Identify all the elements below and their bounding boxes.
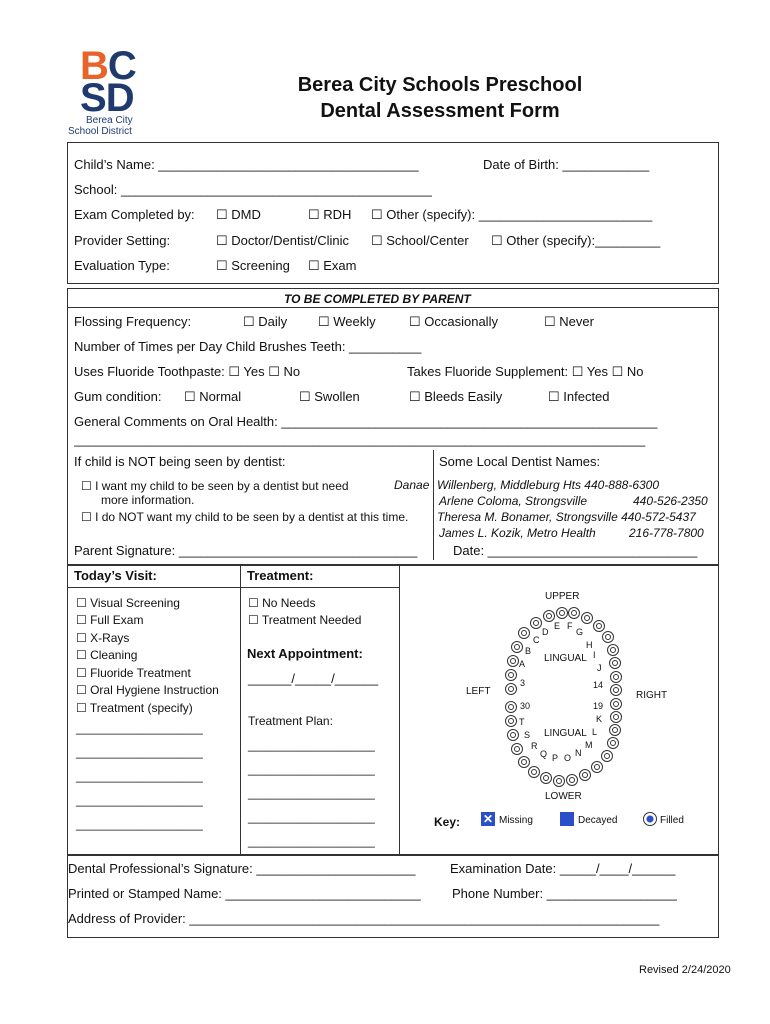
parent-column-divider — [433, 450, 434, 560]
tooth-number-14: 14 — [593, 680, 604, 690]
gum-bleeds-checkbox[interactable]: ☐ Bleeds Easily — [409, 389, 503, 404]
tooth-icon[interactable] — [579, 769, 591, 781]
parent-heading-divider — [67, 307, 718, 308]
page-title: Berea City Schools Preschool — [297, 74, 583, 96]
tooth-icon[interactable] — [610, 711, 622, 723]
visit-item[interactable]: ☐ Full Exam — [76, 613, 144, 627]
tooth-icon[interactable] — [601, 750, 613, 762]
gum-swollen-checkbox[interactable]: ☐ Swollen — [299, 389, 360, 404]
tooth-icon[interactable] — [609, 724, 621, 736]
tooth-icon[interactable] — [511, 743, 523, 755]
phone-number-field[interactable]: Phone Number: __________________ — [452, 886, 677, 901]
lower-label: LOWER — [545, 791, 582, 802]
tooth-letter: F — [567, 621, 573, 631]
visit-item[interactable]: ☐ Oral Hygiene Instruction — [76, 683, 219, 697]
next-appointment-date[interactable]: ______/_____/______ — [248, 671, 379, 686]
plan-blank-line[interactable]: ___________________ — [248, 786, 375, 800]
dentist-3: Theresa M. Bonamer, Strongsville 440-572-5437 — [437, 510, 696, 524]
tooth-icon[interactable] — [607, 737, 619, 749]
eval-screening-checkbox[interactable]: ☐ Screening — [216, 258, 290, 273]
plan-blank-line[interactable]: ___________________ — [248, 810, 375, 824]
exam-rdh-checkbox[interactable]: ☐ RDH — [308, 207, 352, 222]
tooth-number-3: 3 — [520, 678, 526, 688]
provider-setting-label: Provider Setting: — [74, 233, 171, 248]
tooth-letter: A — [519, 659, 526, 669]
provider-address-field[interactable]: Address of Provider: _________________________________________________________________ — [68, 911, 660, 926]
visit-heading-line — [67, 587, 400, 588]
plan-blank-line[interactable]: ___________________ — [248, 762, 375, 776]
page-subtitle: Dental Assessment Form — [320, 100, 560, 122]
tooth-icon[interactable] — [607, 644, 619, 656]
logo-letter-s: S — [80, 76, 106, 120]
tooth-icon[interactable] — [507, 729, 519, 741]
gum-condition-label: Gum condition: — [74, 389, 162, 404]
tooth-icon[interactable] — [505, 669, 517, 681]
tooth-letter: I — [593, 650, 596, 660]
tooth-letter: O — [564, 753, 572, 763]
school-field[interactable]: School: ___________________________________________ — [74, 182, 432, 197]
visit-heading: Today’s Visit: — [74, 568, 157, 583]
visit-item[interactable]: ☐ Cleaning — [76, 648, 138, 662]
key-filled-label: Filled — [660, 815, 684, 826]
floss-daily-checkbox[interactable]: ☐ Daily — [243, 314, 288, 329]
tooth-icon[interactable] — [505, 683, 517, 695]
tooth-icon[interactable] — [593, 620, 605, 632]
logo-subtitle-1: Berea City — [86, 115, 133, 126]
next-appointment-heading: Next Appointment: — [247, 646, 363, 661]
printed-name-field[interactable]: Printed or Stamped Name: ___________________________ — [68, 886, 421, 901]
tooth-letter: P — [552, 753, 559, 763]
tooth-letter: M — [585, 740, 593, 750]
provider-other-checkbox[interactable]: ☐ Other (specify):_________ — [491, 233, 661, 248]
parent-date-field[interactable]: Date: _____________________________ — [453, 543, 698, 558]
tooth-icon[interactable] — [610, 698, 622, 710]
tooth-icon[interactable] — [505, 701, 517, 713]
treatment-no-needs-checkbox[interactable]: ☐ No Needs — [248, 596, 316, 610]
tooth-icon[interactable] — [602, 631, 614, 643]
key-missing-label: Missing — [499, 815, 533, 826]
decayed-icon — [560, 812, 574, 826]
parent-section-heading: TO BE COMPLETED BY PARENT — [284, 292, 471, 306]
visit-blank-line[interactable]: ___________________ — [76, 721, 203, 735]
want-dentist-continued: more information. — [101, 493, 195, 507]
dentist-1: Willenberg, Middleburg Hts 440-888-6300 — [437, 478, 660, 492]
tooth-letter: H — [586, 640, 593, 650]
filled-icon — [643, 812, 657, 826]
tooth-chart — [400, 565, 717, 854]
tooth-icon[interactable] — [610, 684, 622, 696]
tooth-letter: E — [554, 621, 561, 631]
gum-infected-checkbox[interactable]: ☐ Infected — [548, 389, 610, 404]
tooth-icon[interactable] — [518, 627, 530, 639]
plan-blank-line[interactable]: ___________________ — [248, 834, 375, 848]
visit-item[interactable]: ☐ X-Rays — [76, 631, 130, 645]
tooth-icon[interactable] — [540, 772, 552, 784]
treatment-heading: Treatment: — [247, 568, 314, 583]
tooth-letter: J — [597, 663, 602, 673]
exam-other-checkbox[interactable]: ☐ Other (specify): ________________________ — [371, 207, 653, 222]
no-dentist-checkbox[interactable]: ☐ I do NOT want my child to be seen by a dentist at this time. — [81, 510, 409, 524]
tooth-letter: T — [519, 717, 525, 727]
want-dentist-checkbox[interactable]: ☐ I want my child to be seen by a dentist but need — [81, 479, 349, 493]
exam-dmd-checkbox[interactable]: ☐ DMD — [216, 207, 261, 222]
tooth-letter: K — [596, 714, 603, 724]
floss-occasionally-checkbox[interactable]: ☐ Occasionally — [409, 314, 498, 329]
tooth-icon[interactable] — [553, 775, 565, 787]
school-logo — [68, 44, 160, 140]
gum-normal-checkbox[interactable]: ☐ Normal — [184, 389, 242, 404]
fluoride-toothpaste-field[interactable]: Uses Fluoride Toothpaste: ☐ Yes ☐ No — [74, 364, 301, 379]
logo-letter-c: C — [107, 44, 136, 88]
general-comments-line2[interactable]: _______________________________________________________________________________ — [74, 432, 646, 447]
parent-signature-field[interactable]: Parent Signature: _________________________________ — [74, 543, 418, 558]
general-comments-field[interactable]: General Comments on Oral Health: ____________________________________________________ — [74, 414, 658, 429]
child-name-field[interactable]: Child’s Name: ____________________________________ — [74, 157, 419, 172]
examination-date-field[interactable]: Examination Date: _____/____/______ — [450, 861, 676, 876]
tooth-icon[interactable] — [610, 671, 622, 683]
tooth-number-19: 19 — [593, 701, 604, 711]
tooth-letter: L — [592, 727, 598, 737]
tooth-icon[interactable] — [528, 766, 540, 778]
left-label: LEFT — [466, 686, 491, 697]
treatment-plan-label: Treatment Plan: — [248, 714, 333, 728]
tooth-icon[interactable] — [566, 774, 578, 786]
treatment-needed-checkbox[interactable]: ☐ Treatment Needed — [248, 613, 362, 627]
tooth-number-30: 30 — [520, 701, 531, 711]
upper-label: UPPER — [545, 591, 580, 602]
tooth-icon[interactable] — [581, 612, 593, 624]
dob-field[interactable]: Date of Birth: ____________ — [483, 157, 650, 172]
dentist-2-phone: 440-526-2350 — [633, 494, 708, 508]
missing-icon: ✕ — [482, 812, 494, 826]
tooth-letter: N — [575, 748, 582, 758]
floss-never-checkbox[interactable]: ☐ Never — [544, 314, 594, 329]
tooth-icon[interactable] — [530, 617, 542, 629]
tooth-letter: C — [533, 635, 540, 645]
tooth-icon[interactable] — [507, 655, 519, 667]
floss-weekly-checkbox[interactable]: ☐ Weekly — [318, 314, 376, 329]
tooth-icon[interactable] — [511, 641, 523, 653]
key-label: Key: — [434, 815, 461, 829]
right-label: RIGHT — [636, 690, 668, 701]
tooth-icon[interactable] — [591, 761, 603, 773]
logo-subtitle-2: School District — [68, 126, 132, 137]
tooth-icon[interactable] — [518, 756, 530, 768]
visit-item[interactable]: ☐ Fluoride Treatment — [76, 666, 191, 680]
dentist-4-phone: 216-778-7800 — [629, 526, 704, 540]
plan-blank-line[interactable]: ___________________ — [248, 738, 375, 752]
dentist-2-name: Arlene Coloma, Strongsville — [439, 494, 588, 508]
provider-school-checkbox[interactable]: ☐ School/Center — [371, 233, 469, 248]
logo-letter-b: B — [80, 44, 108, 88]
exam-completed-label: Exam Completed by: — [74, 207, 195, 222]
not-seen-heading: If child is NOT being seen by dentist: — [74, 454, 286, 469]
tooth-icon[interactable] — [556, 607, 568, 619]
provider-doctor-checkbox[interactable]: ☐ Doctor/Dentist/Clinic — [216, 233, 350, 248]
dentist-4-name: James L. Kozik, Metro Health — [439, 526, 596, 540]
tooth-letter: D — [542, 627, 549, 637]
flossing-label: Flossing Frequency: — [74, 314, 192, 329]
logo-letter-d: D — [105, 76, 134, 120]
revised-date: Revised 2/24/2020 — [639, 964, 731, 976]
visit-blank-line[interactable]: ___________________ — [76, 745, 203, 759]
key-decayed-label: Decayed — [578, 815, 618, 826]
visit-blank-line[interactable]: ___________________ — [76, 769, 203, 783]
tooth-letter: S — [524, 730, 531, 740]
tooth-letter: B — [525, 646, 532, 656]
lingual-lower-label: LINGUAL — [544, 728, 587, 739]
brush-times-field[interactable]: Number of Times per Day Child Brushes Teeth: __________ — [74, 339, 422, 354]
visit-divider — [240, 564, 241, 854]
visit-item[interactable]: ☐ Treatment (specify) — [76, 701, 193, 715]
tooth-letter: G — [576, 627, 584, 637]
tooth-icon[interactable] — [609, 657, 621, 669]
eval-exam-checkbox[interactable]: ☐ Exam — [308, 258, 357, 273]
dentist-name-prefix: Danae — [394, 478, 430, 492]
visit-item[interactable]: ☐ Visual Screening — [76, 596, 180, 610]
dentist-list-heading: Some Local Dentist Names: — [439, 454, 601, 469]
dental-professional-signature-field[interactable]: Dental Professional’s Signature: ______________________ — [68, 861, 416, 876]
tooth-icon[interactable] — [568, 607, 580, 619]
evaluation-type-label: Evaluation Type: — [74, 258, 170, 273]
fluoride-supplement-field[interactable]: Takes Fluoride Supplement: ☐ Yes ☐ No — [407, 364, 644, 379]
lingual-upper-label: LINGUAL — [544, 653, 587, 664]
tooth-letter: R — [531, 741, 538, 751]
visit-blank-line[interactable]: ___________________ — [76, 793, 203, 807]
tooth-icon[interactable] — [505, 715, 517, 727]
tooth-letter: Q — [540, 749, 548, 759]
visit-blank-line[interactable]: ___________________ — [76, 817, 203, 831]
